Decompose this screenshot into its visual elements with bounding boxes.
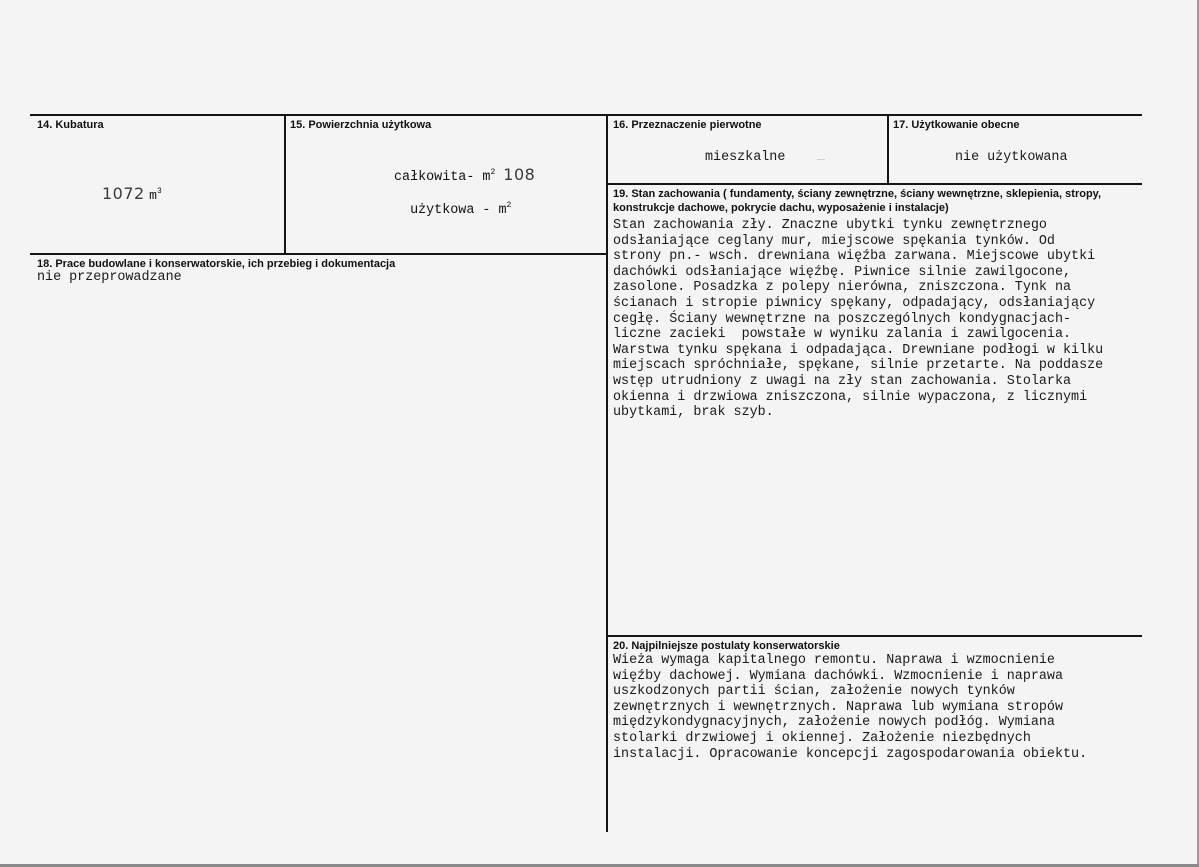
stan-line: strony pn.- wsch. drewniana więźba zarwana. Miejscowe ubytki — [613, 249, 1096, 265]
rule-above-18 — [30, 253, 607, 255]
top-rule — [30, 114, 1142, 116]
stan-line: Warstwa tynku spękana i odpadająca. Drewniane podłogi w kilku — [613, 342, 1104, 358]
powierzchnia-label: 15. Powierzchnia użytkowa — [290, 119, 432, 131]
stan-label-1: 19. Stan zachowania ( fundamenty, ściany zewnętrzne, ściany wewnętrzne, sklepienia, stropy, — [613, 188, 1102, 200]
postulaty-label: 20. Najpilniejsze postulaty konserwatorskie — [613, 640, 840, 652]
przeznaczenie-label: 16. Przeznaczenie pierwotne — [613, 119, 762, 131]
postulaty-line: instalacji. Opracowanie koncepcji zagospodarowania obiektu. — [613, 746, 1088, 762]
powierzchnia-line-2: użytkowa - $m^2$ — [410, 201, 512, 218]
uzytkowanie-label: 17. Użytkowanie obecne — [893, 119, 1020, 131]
stan-line: miejscach spróchniałe, spękane, silnie przetarte. Na poddasze — [613, 358, 1104, 374]
stan-text — [613, 218, 1103, 421]
stan-line: zasolone. Posadzka z polepy nierówna, zniszczona. Tynk na — [613, 280, 1072, 296]
divider-main — [606, 114, 608, 832]
rule-above-20 — [608, 635, 1142, 637]
postulaty-line: Wieża wymaga kapitalnego remontu. Naprawa i wzmocnienie — [613, 653, 1055, 668]
powierzchnia-line-1: całkowita- $m^2$ 108 — [394, 165, 536, 185]
prace-label: 18. Prace budowlane i konserwatorskie, ich przebieg i dokumentacja — [37, 258, 396, 270]
stan-line: odsłaniające ceglany mur, miejscowe spękania tynków. Od — [613, 233, 1055, 249]
uzytkowanie-value: nie użytkowana — [955, 150, 1068, 165]
postulaty-line: stolarki drzwiowej i okiennej. Założenie niezbędnych — [613, 730, 1031, 746]
przeznaczenie-value: mieszkalne — [705, 150, 786, 165]
stan-line: ścianach i stropie piwnicy spękany, odpadający, odsłaniający — [613, 295, 1096, 311]
postulaty-line: więźby dachowej. Wymiana dachówki. Wzmocnienie i naprawa — [613, 668, 1063, 684]
postulaty-line: zewnętrznych i wewnętrznych. Naprawa lub wymiana stropów — [613, 699, 1063, 715]
stan-line: Stan zachowania zły. Znaczne ubytki tynku zewnętrznego — [613, 218, 1047, 233]
stan-line: ubytkami, brak szyb. — [613, 405, 774, 421]
postulaty-text — [613, 653, 1087, 762]
rule-above-19 — [608, 183, 1142, 185]
stan-line: dachówki odsłaniające więźbę. Piwnice silnie zawilgocone, — [613, 264, 1072, 280]
kubatura-label: 14. Kubatura — [37, 119, 104, 131]
postulaty-line: międzykondygnacyjnych, założenie nowych podłóg. Wymiana — [613, 715, 1055, 731]
kubatura-value — [102, 184, 162, 204]
powierzchnia-value: 108 — [503, 165, 536, 184]
prace-text: nie przeprowadzane — [37, 270, 182, 285]
stan-line: liczne zacieki powstałe w wyniku zalania i zawilgocenia. — [613, 327, 1072, 343]
stan-line: okienna i drzwiowa zniszczona, silnie wypaczona, z licznymi — [613, 389, 1088, 405]
kubatura-unit: $m^3$ — [149, 187, 162, 203]
divider-16-17 — [887, 114, 889, 184]
stan-label-2: konstrukcje dachowe, pokrycie dachu, wyposażenie i instalacje) — [613, 202, 949, 214]
kubatura-number: 1072 — [102, 184, 145, 203]
postulaty-line: uszkodzonych partii ścian, założenie nowych tynków — [613, 684, 1015, 700]
divider-14-15 — [284, 114, 286, 254]
pencil-mark — [817, 159, 825, 160]
stan-line: cegłę. Ściany wewnętrzne na poszczególnych kondygnacjach- — [613, 311, 1072, 327]
stan-line: wstęp utrudniony z uwagi na zły stan zachowania. Stolarka — [613, 373, 1072, 389]
